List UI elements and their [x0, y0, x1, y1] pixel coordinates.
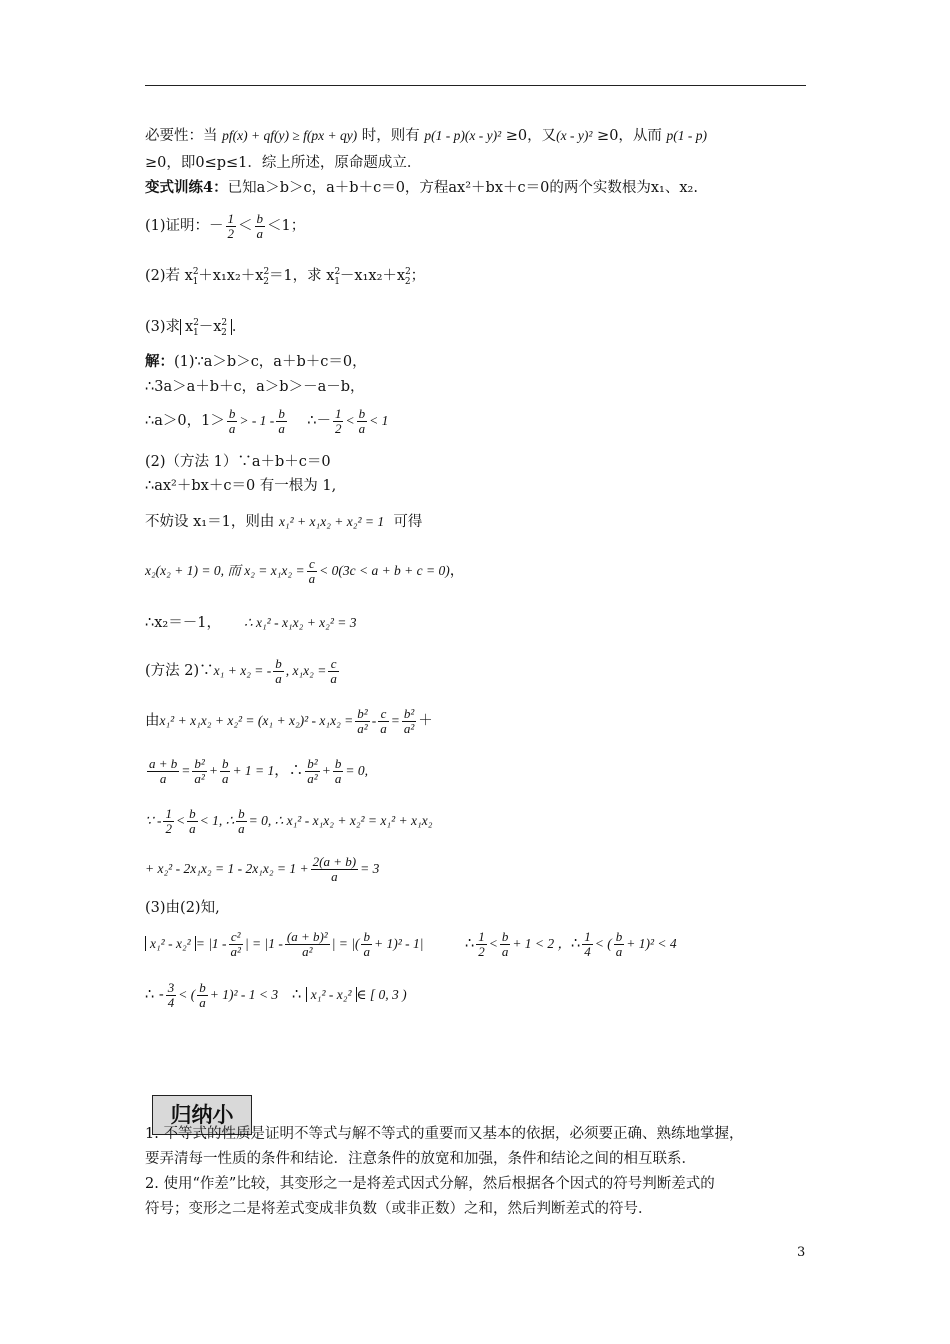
solution-line-7: x₂(x₂ + 1) = 0, 而 x₂ = x₁x₂ = $\frac{c}{a}$ < 0(3c < a + b + c = 0)， — [145, 555, 465, 586]
solution-line-11: $\frac{a + b}{a}$ = $\frac{\text{b²}}{\text{a²}}$ + $\frac{b}{a}$ + 1 = 1，∴ $\frac{\text{b²}}{\text{a²}}$ + $\frac{b}{a}$ = 0, — [149, 755, 368, 786]
variant-label: 变式训练4： — [145, 179, 228, 196]
solution-line-12: ∵ - $\frac{1}{2}$ < $\frac{b}{a}$ < 1, ∴ $\frac{b}{a}$ = 0, ∴ x₁² - x₁x₂ + x₂² = x₁² + x₁x₂ — [145, 805, 433, 836]
variant-statement: 变式训练4：已知a＞b＞c，a＋b＋c＝0，方程ax²＋bx＋c＝0的两个实数根为x₁、x₂. — [145, 179, 698, 196]
solution-line-13: + x₂² - 2x₁x₂ = 1 - 2x₁x₂ = 1 + $\frac{2(a + b)}{a}$ = 3 — [145, 853, 380, 884]
solution-line-5: ∴ax²＋bx＋c＝0 有一根为 1, — [145, 478, 337, 494]
summary-heading-box: 归纳小 — [152, 1095, 252, 1135]
summary-paragraph-1-line-2: 要弄清每一性质的条件和结论．注意条件的放宽和加强，条件和结论之间的相互联系． — [145, 1151, 696, 1167]
solution-line-1: 解：(1)∵a＞b＞c，a＋b＋c＝0， — [145, 353, 367, 370]
solution-line-16: ∴ - $\frac{3}{4}$ < ( $\frac{b}{a}$ + 1)² - 1 < 3 ∴ x₁² - x₂² ∈ [ 0, 3 ) — [145, 979, 407, 1010]
summary-paragraph-1-line-1: 1. 不等式的性质是证明不等式与解不等式的重要而又基本的依据，必须要正确、熟练地掌握， — [145, 1126, 744, 1142]
question-2: (2)若 $x^2_1+x_1x_2+x^2_2=1$，求 $x^2_1-x_1x_2+x^2_2$； — [145, 267, 426, 287]
header-rule — [145, 85, 806, 86]
necessity-line-2: ≥0，即0≤p≤1．综上所述，原命题成立． — [145, 155, 422, 171]
solution-line-8: ∴x₂＝－1， ∴ x₁² - x₁x₂ + x₂² = 3 — [145, 615, 357, 631]
solution-line-10: 由x₁² + x₁x₂ + x₂² = (x₁ + x₂)² - x₁x₂ = $\frac{\text{b²}}{\text{a²}}$ - $\frac{c}{a}$ = $\frac{\text{b²}}{\text{a²}}$ ＋ — [145, 705, 433, 736]
solution-label: 解： — [145, 353, 174, 370]
necessity-line-1: 必要性：当 pf(x) + qf(y) ≥ f(px + qy) 时，则有 p(1 - p)(x - y)² ≥0，又(x - y)² ≥0，从而 p(1 - p) — [145, 128, 708, 144]
solution-line-2: ∴3a＞a＋b＋c，a＞b＞－a－b， — [145, 379, 365, 395]
solution-line-6: 不妨设 x₁＝1，则由 x₁² + x₁x₂ + x₂² = 1 可得 — [145, 514, 423, 530]
summary-paragraph-2-line-2: 符号；变形之二是将差式变成非负数（或非正数）之和，然后判断差式的符号． — [145, 1201, 653, 1217]
solution-line-4: (2)（方法 1）∵a＋b＋c＝0 — [145, 454, 331, 470]
solution-line-15: x₁² - x₂² = |1 - $\frac{\text{c²}}{\text{a²}}$ | = |1 - $\frac{\text{(a + b)²}}{\text{a²}}$ | = |( $\frac{b}{a}$ + 1)² - 1| ∴ $\frac{1}{2}$ < $\frac{b}{a}$ + 1 < 2 ，∴ $\frac{1}{4}$ < ( $\frac{b}{a}$ + 1)² < 4 — [145, 924, 677, 964]
page-number: 3 — [797, 1245, 806, 1260]
solution-line-3: ∴a＞0，1＞ $\frac{b}{a}$ > - 1 - $\frac{b}{a}$ ∴－ $\frac{1}{2}$ < $\frac{b}{a}$ < 1 — [145, 405, 389, 436]
solution-line-14: (3)由(2)知, — [145, 900, 220, 916]
solution-line-9: (方法 2)∵x₁ + x₂ = - $\frac{b}{a}$ , x₁x₂ = $\frac{c}{a}$ — [145, 655, 337, 686]
summary-paragraph-2-line-1: 2. 使用“作差”比较，其变形之一是将差式因式分解，然后根据各个因式的符号判断差式的 — [145, 1176, 715, 1192]
question-1: (1)证明：－ $\frac{1}{2}$ ＜ $\frac{b}{a}$ ＜1； — [145, 210, 306, 241]
question-3: (3)求 $x^2_1-x^2_2$ ． — [145, 318, 247, 338]
